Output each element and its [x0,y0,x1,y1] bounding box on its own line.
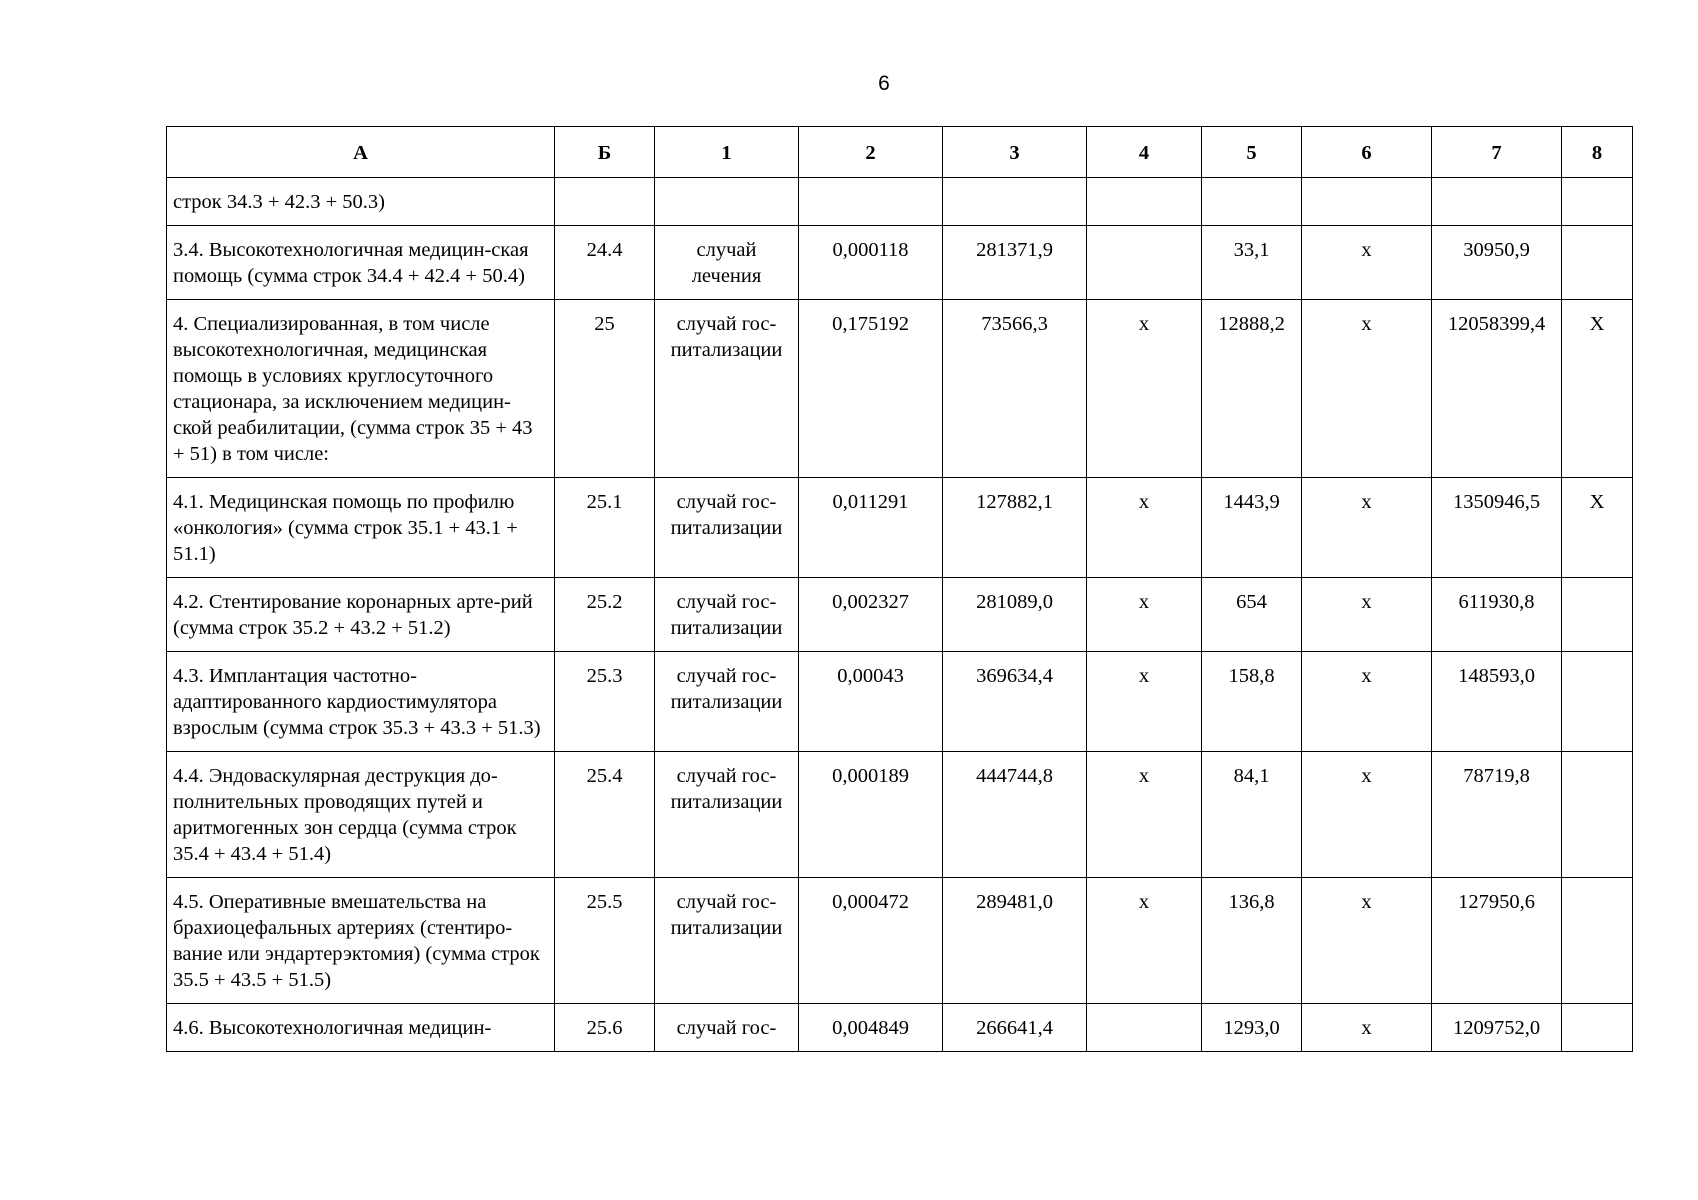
row-description: 4.3. Имплантация частотно-адаптированного кардиостимулятора взрослым (сумма строк 35.3 + 43.3 + 51.3) [167,652,555,752]
value-cell: х [1087,752,1202,878]
table-row [167,878,1633,1004]
row-description: 4.2. Стентирование коронарных арте-рий (сумма строк 35.2 + 43.2 + 51.2) [167,578,555,652]
value-cell: 266641,4 [943,1004,1087,1052]
column-header: 7 [1432,127,1562,178]
value-cell [1562,578,1633,652]
value-cell [1562,652,1633,752]
unit-cell: случай гос-питализации [655,478,799,578]
value-cell: 0,000472 [799,878,943,1004]
value-cell: 127950,6 [1432,878,1562,1004]
table-header-row [167,127,1633,178]
value-cell: 78719,8 [1432,752,1562,878]
value-cell: 33,1 [1202,226,1302,300]
value-cell: 1350946,5 [1432,478,1562,578]
table-row [167,178,1633,226]
value-cell: х [1302,478,1432,578]
value-cell [943,178,1087,226]
value-cell: 158,8 [1202,652,1302,752]
value-cell [1562,226,1633,300]
value-cell: 444744,8 [943,752,1087,878]
value-cell: х [1087,578,1202,652]
row-description: 4.4. Эндоваскулярная деструкция до-полнительных проводящих путей и аритмогенных зон сердца (сумма строк 35.4 + 43.4 + 51.4) [167,752,555,878]
value-cell: Х [1562,478,1633,578]
value-cell: 1293,0 [1202,1004,1302,1052]
value-cell: 289481,0 [943,878,1087,1004]
value-cell [1562,752,1633,878]
value-cell: 1209752,0 [1432,1004,1562,1052]
row-code: 24.4 [555,226,655,300]
table-row [167,752,1633,878]
value-cell: х [1087,300,1202,478]
value-cell: х [1302,578,1432,652]
value-cell: 12888,2 [1202,300,1302,478]
value-cell: х [1302,752,1432,878]
value-cell: х [1087,478,1202,578]
value-cell: 281371,9 [943,226,1087,300]
value-cell: 1443,9 [1202,478,1302,578]
unit-cell: случай гос-питализации [655,578,799,652]
row-description: 4. Специализированная, в том числе высокотехнологичная, медицинская помощь в условиях круглосуточного стационара, за исключением медицин-ской реабилитации, (сумма строк 35 + 43 + 51) в том числе: [167,300,555,478]
value-cell: 0,175192 [799,300,943,478]
value-cell: 0,011291 [799,478,943,578]
value-cell: 136,8 [1202,878,1302,1004]
column-header: 5 [1202,127,1302,178]
value-cell: х [1302,226,1432,300]
value-cell: 611930,8 [1432,578,1562,652]
column-header: 8 [1562,127,1633,178]
value-cell [1202,178,1302,226]
row-code: 25.2 [555,578,655,652]
value-cell [1562,178,1633,226]
table-row [167,226,1633,300]
value-cell: х [1087,652,1202,752]
row-code: 25.5 [555,878,655,1004]
value-cell [1087,1004,1202,1052]
value-cell [1087,226,1202,300]
unit-cell: случай гос-питализации [655,300,799,478]
value-cell: 0,000189 [799,752,943,878]
value-cell: х [1302,652,1432,752]
row-code: 25.6 [555,1004,655,1052]
unit-cell [655,178,799,226]
row-code: 25 [555,300,655,478]
value-cell: 0,002327 [799,578,943,652]
value-cell [1562,1004,1633,1052]
value-cell [1432,178,1562,226]
value-cell [799,178,943,226]
value-cell: х [1302,300,1432,478]
row-code: 25.3 [555,652,655,752]
table-row [167,652,1633,752]
unit-cell: случай гос-питализации [655,752,799,878]
row-code: 25.4 [555,752,655,878]
value-cell: 0,00043 [799,652,943,752]
table-row [167,300,1633,478]
value-cell: 127882,1 [943,478,1087,578]
column-header: 3 [943,127,1087,178]
unit-cell: случай гос-питализации [655,652,799,752]
unit-cell: случай гос- [655,1004,799,1052]
value-cell: 281089,0 [943,578,1087,652]
value-cell: 0,004849 [799,1004,943,1052]
column-header: 2 [799,127,943,178]
column-header: Б [555,127,655,178]
column-header: 1 [655,127,799,178]
row-description: 4.1. Медицинская помощь по профилю «онкология» (сумма строк 35.1 + 43.1 + 51.1) [167,478,555,578]
value-cell: 84,1 [1202,752,1302,878]
table-row [167,1004,1633,1052]
row-description: 4.5. Оперативные вмешательства на брахиоцефальных артериях (стентиро-вание или эндартерэктомия) (сумма строк 35.5 + 43.5 + 51.5) [167,878,555,1004]
column-header: 6 [1302,127,1432,178]
value-cell: 0,000118 [799,226,943,300]
row-code [555,178,655,226]
row-description: 4.6. Высокотехнологичная медицин- [167,1004,555,1052]
value-cell: х [1302,878,1432,1004]
page-number: 6 [878,72,890,95]
value-cell [1302,178,1432,226]
value-cell: х [1087,878,1202,1004]
table-row [167,478,1633,578]
value-cell: х [1302,1004,1432,1052]
unit-cell: случай гос-питализации [655,878,799,1004]
value-cell: 148593,0 [1432,652,1562,752]
value-cell: 30950,9 [1432,226,1562,300]
column-header: 4 [1087,127,1202,178]
value-cell: Х [1562,300,1633,478]
data-table [166,126,1633,1052]
row-description: строк 34.3 + 42.3 + 50.3) [167,178,555,226]
table-row [167,578,1633,652]
value-cell: 654 [1202,578,1302,652]
row-description: 3.4. Высокотехнологичная медицин-ская помощь (сумма строк 34.4 + 42.4 + 50.4) [167,226,555,300]
column-header: А [167,127,555,178]
value-cell: 369634,4 [943,652,1087,752]
row-code: 25.1 [555,478,655,578]
value-cell [1087,178,1202,226]
value-cell: 73566,3 [943,300,1087,478]
value-cell [1562,878,1633,1004]
unit-cell: случай лечения [655,226,799,300]
value-cell: 12058399,4 [1432,300,1562,478]
